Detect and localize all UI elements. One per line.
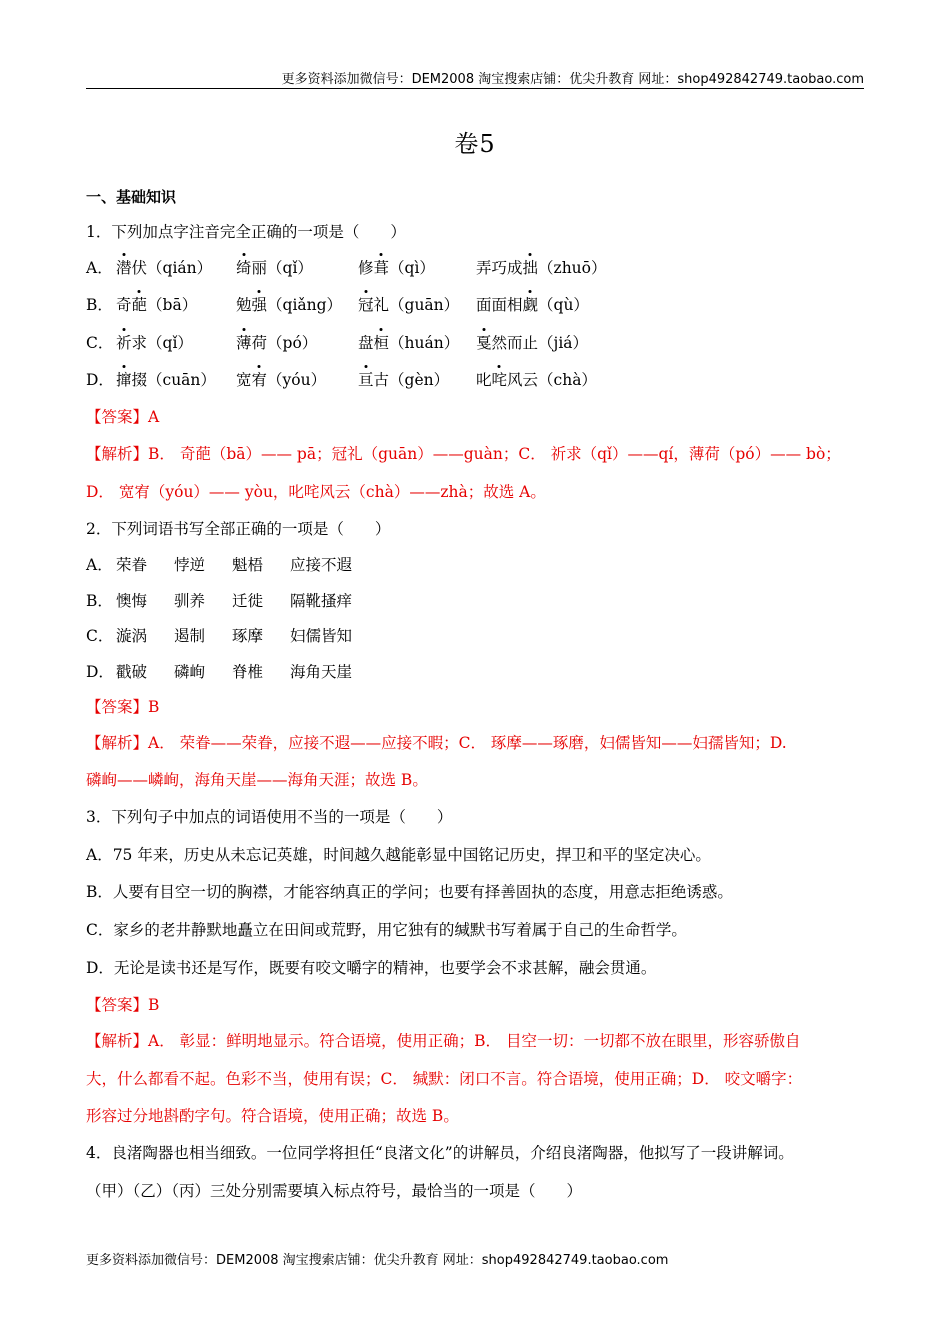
q2-option-a [86,553,353,575]
option-label: C． [86,334,114,352]
option-label: A． [86,556,113,574]
option-word: 隔靴搔痒 [290,592,353,610]
option-label: C． [86,627,114,645]
q3-analysis-line1: 【解析】A． 彰显：鲜明地显示。符合语境，使用正确；B． 目空一切：一切都不放在眼里，形容骄傲自 [86,1032,801,1050]
q1-analysis-line2: D． 宽宥（yóu）—— yòu，叱咤风云（chà）——zhà；故选 A。 [86,483,546,501]
option-word: 海角天崖 [290,663,353,681]
option-word: 戳破 [116,663,148,681]
q4-stem-line1: 4．良渚陶器也相当细致。一位同学将担任“良渚文化”的讲解员，介绍良渚陶器，他拟写了一段讲解词。 [86,1144,794,1162]
option-word: 迁徙 [232,592,264,610]
option-label: A． [86,259,113,277]
option-item: 戛然而止（jiá） [476,331,636,353]
q3-analysis-line3: 形容过分地斟酌字句。符合语境，使用正确；故选 B。 [86,1107,459,1125]
option-word: 磷峋 [174,663,206,681]
option-item: 冠礼（guān） [358,293,476,315]
q1-option-d [86,368,636,390]
option-item: 弄巧成拙（zhuō） [476,256,636,278]
option-item: 叱咤风云（chà） [476,368,636,390]
option-word: 懊悔 [116,592,148,610]
option-word: 琢摩 [232,627,264,645]
q2-option-c [86,624,353,646]
q1-analysis-line1: 【解析】B． 奇葩（bā）—— pā；冠礼（guān）——guàn；C． 祈求（qǐ）——qí，薄荷（pó）—— bò； [86,445,841,463]
page-header: 更多资料添加微信号：DEM2008 淘宝搜索店铺：优尖升教育 网址：shop492842749.taobao.com [281,72,864,87]
option-item: 薄荷（pó） [236,331,358,353]
option-word: 遏制 [174,627,206,645]
option-label: D． [86,663,114,681]
q4-stem-line2: （甲）（乙）（丙）三处分别需要填入标点符号，最恰当的一项是（ ） [86,1182,583,1200]
q3-option-c: C．家乡的老井静默地矗立在田间或荒野，用它独有的缄默书写着属于自己的生命哲学。 [86,921,687,939]
q2-stem: 2．下列词语书写全部正确的一项是（ ） [86,520,391,538]
option-item: 绮丽（qǐ） [236,256,358,278]
option-label: B． [86,592,113,610]
q2-option-d [86,660,353,682]
header-divider [86,88,864,89]
option-item: 面面相觑（qù） [476,293,636,315]
q3-answer: 【答案】B [86,996,160,1014]
option-item: 祈求（qǐ） [116,331,236,353]
option-word: 荣眷 [116,556,148,574]
option-word: 妇儒皆知 [290,627,353,645]
q1-option-b [86,293,636,315]
q3-option-a: A．75 年来，历史从未忘记英雄，时间越久越能彰显中国铭记历史，捍卫和平的坚定决心。 [86,846,711,864]
section-heading: 一、基础知识 [86,188,177,206]
option-item: 潜伏（qián） [116,256,236,278]
q1-option-a [86,256,636,278]
q2-option-b [86,589,353,611]
q2-analysis-line2: 磷峋——嶙峋，海角天崖——海角天涯；故选 B。 [86,771,428,789]
option-item: 宽宥（yóu） [236,368,358,390]
page-footer: 更多资料添加微信号：DEM2008 淘宝搜索店铺：优尖升教育 网址：shop492842749.taobao.com [86,1253,669,1268]
q3-stem: 3．下列句子中加点的词语使用不当的一项是（ ） [86,808,453,826]
q3-option-d: D．无论是读书还是写作，既要有咬文嚼字的精神，也要学会不求甚解，融会贯通。 [86,959,657,977]
q1-option-c [86,331,636,353]
option-item: 修葺（qì） [358,256,476,278]
option-item: 盘桓（huán） [358,331,476,353]
option-word: 漩涡 [116,627,148,645]
option-word: 脊椎 [232,663,264,681]
option-word: 应接不遐 [290,556,353,574]
option-item: 勉强（qiǎng） [236,293,358,315]
option-item: 亘古（gèn） [358,368,476,390]
option-word: 魁梧 [232,556,264,574]
q1-answer: 【答案】A [86,408,160,426]
option-item: 奇葩（bā） [116,293,236,315]
q3-option-b: B．人要有目空一切的胸襟，才能容纳真正的学问；也要有择善固执的态度，用意志拒绝诱惑。 [86,883,733,901]
option-item: 撺掇（cuān） [116,368,236,390]
option-label: B． [86,296,113,314]
option-word: 悖逆 [174,556,206,574]
q2-answer: 【答案】B [86,698,160,716]
q1-stem: 1．下列加点字注音完全正确的一项是（ ） [86,223,406,241]
option-word: 驯养 [174,592,206,610]
page-title: 卷5 [454,130,496,158]
q2-analysis-line1: 【解析】A． 荣眷——荣眷，应接不遐——应接不暇；C． 琢摩——琢磨，妇儒皆知——妇孺皆知；D. [86,734,787,752]
q3-analysis-line2: 大，什么都看不起。色彩不当，使用有误；C． 缄默：闭口不言。符合语境，使用正确；D． 咬文嚼字： [86,1070,803,1088]
option-label: D． [86,371,114,389]
